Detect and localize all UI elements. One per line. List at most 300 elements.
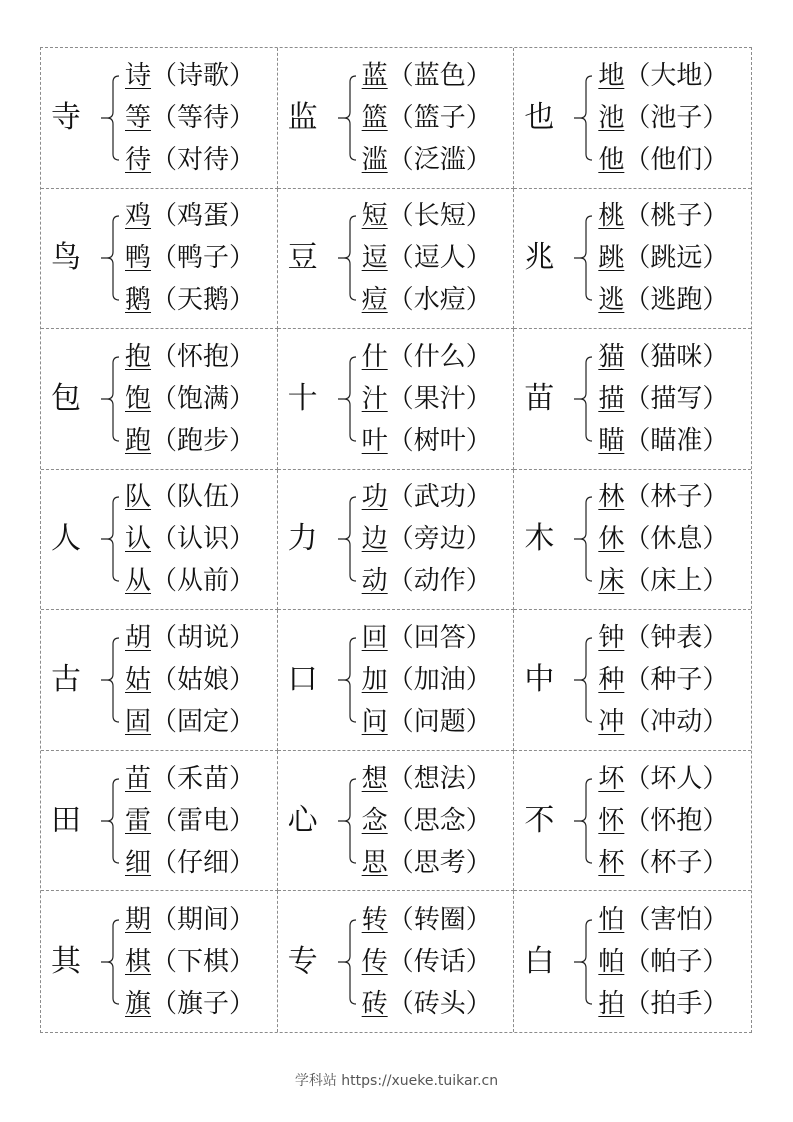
open-paren: （: [624, 243, 651, 274]
root-character: 木: [524, 521, 555, 557]
derived-item: [598, 704, 728, 740]
word-family-cell: [514, 470, 751, 611]
derived-item: [362, 845, 492, 881]
example-word: 从前: [177, 566, 230, 597]
open-paren: （: [624, 988, 651, 1019]
open-paren: （: [387, 763, 414, 794]
derived-character: 种: [598, 665, 625, 696]
derived-character: 边: [361, 524, 388, 555]
close-paren: ）: [702, 805, 729, 836]
brace-connector: [566, 208, 594, 308]
close-paren: ）: [702, 763, 729, 794]
derived-character: 细: [125, 847, 152, 878]
brace-connector: [93, 912, 121, 1012]
example-word: 雷电: [177, 805, 230, 836]
close-paren: ）: [702, 847, 729, 878]
derived-item: [362, 381, 492, 417]
close-paren: ）: [702, 425, 729, 456]
derived-item: [125, 142, 255, 178]
close-paren: ）: [702, 665, 729, 696]
open-paren: （: [387, 524, 414, 555]
word-family-cell: [41, 48, 278, 189]
derived-item: [598, 339, 728, 375]
word-family-cell: [278, 329, 515, 470]
word-family-cell: [514, 610, 751, 751]
close-paren: ）: [702, 707, 729, 738]
derived-item: [125, 282, 255, 318]
derived-character: 队: [125, 482, 152, 513]
example-word: 什么: [413, 341, 466, 372]
open-paren: （: [624, 102, 651, 133]
close-paren: ）: [465, 847, 492, 878]
close-paren: ）: [229, 102, 256, 133]
derived-character: 旗: [125, 988, 152, 1019]
open-paren: （: [151, 946, 178, 977]
close-paren: ）: [702, 904, 729, 935]
derived-item: [598, 761, 728, 797]
brace-connector: [93, 349, 121, 449]
close-paren: ）: [702, 383, 729, 414]
derived-item: [362, 986, 492, 1022]
derived-item: [362, 563, 492, 599]
derived-item: [362, 142, 492, 178]
example-word: 砖头: [413, 988, 466, 1019]
derived-character: 描: [598, 383, 625, 414]
brace-connector: [93, 68, 121, 168]
open-paren: （: [624, 763, 651, 794]
derived-character: 猫: [598, 341, 625, 372]
example-word: 武功: [413, 482, 466, 513]
example-word: 问题: [413, 707, 466, 738]
brace-connector: [330, 489, 358, 589]
derived-character: 回: [361, 623, 388, 654]
derived-character: 坏: [598, 763, 625, 794]
derived-character: 胡: [125, 623, 152, 654]
close-paren: ）: [229, 847, 256, 878]
open-paren: （: [624, 341, 651, 372]
root-character: 力: [287, 521, 318, 557]
brace-connector: [566, 489, 594, 589]
derived-character: 鹅: [125, 285, 152, 316]
derived-character: 他: [598, 144, 625, 175]
close-paren: ）: [465, 383, 492, 414]
derived-character: 滥: [361, 144, 388, 175]
derived-character: 什: [361, 341, 388, 372]
example-word: 他们: [650, 144, 703, 175]
root-character: 十: [287, 380, 318, 416]
word-family-cell: [41, 751, 278, 892]
derived-list: [598, 58, 728, 178]
derived-list: [598, 198, 728, 318]
open-paren: （: [387, 805, 414, 836]
example-word: 怀抱: [650, 805, 703, 836]
brace-connector: [93, 630, 121, 730]
word-family-cell: [514, 48, 751, 189]
close-paren: ）: [702, 988, 729, 1019]
derived-item: [125, 944, 255, 980]
close-paren: ）: [229, 763, 256, 794]
example-word: 床上: [650, 566, 703, 597]
example-word: 拍手: [650, 988, 703, 1019]
close-paren: ）: [465, 665, 492, 696]
derived-item: [125, 100, 255, 136]
derived-list: [125, 902, 255, 1022]
derived-character: 床: [598, 566, 625, 597]
open-paren: （: [151, 383, 178, 414]
close-paren: ）: [702, 482, 729, 513]
open-paren: （: [387, 144, 414, 175]
derived-list: [598, 479, 728, 599]
open-paren: （: [387, 383, 414, 414]
derived-item: [362, 803, 492, 839]
derived-list: [598, 339, 728, 459]
close-paren: ）: [465, 243, 492, 274]
example-word: 固定: [177, 707, 230, 738]
open-paren: （: [151, 566, 178, 597]
example-word: 旗子: [177, 988, 230, 1019]
example-word: 猫咪: [650, 341, 703, 372]
root-character: 也: [524, 99, 555, 135]
derived-item: [362, 479, 492, 515]
example-word: 回答: [413, 623, 466, 654]
derived-item: [362, 198, 492, 234]
open-paren: （: [624, 847, 651, 878]
word-family-cell: [41, 189, 278, 330]
derived-item: [125, 563, 255, 599]
derived-item: [125, 902, 255, 938]
derived-list: [362, 620, 492, 740]
example-word: 转圈: [413, 904, 466, 935]
example-word: 下棋: [177, 946, 230, 977]
derived-character: 怕: [598, 904, 625, 935]
example-word: 瞄准: [650, 425, 703, 456]
brace-connector: [566, 771, 594, 871]
open-paren: （: [387, 623, 414, 654]
derived-character: 抱: [125, 341, 152, 372]
derived-character: 固: [125, 707, 152, 738]
derived-character: 思: [361, 847, 388, 878]
open-paren: （: [624, 201, 651, 232]
derived-character: 鸭: [125, 243, 152, 274]
root-character: 豆: [287, 240, 318, 276]
root-character: 兆: [524, 240, 555, 276]
open-paren: （: [387, 341, 414, 372]
open-paren: （: [624, 383, 651, 414]
close-paren: ）: [702, 285, 729, 316]
derived-character: 问: [361, 707, 388, 738]
close-paren: ）: [229, 482, 256, 513]
brace-connector: [330, 630, 358, 730]
brace-connector: [566, 349, 594, 449]
derived-item: [598, 944, 728, 980]
word-family-cell: [514, 189, 751, 330]
example-word: 天鹅: [177, 285, 230, 316]
example-word: 期间: [177, 904, 230, 935]
close-paren: ）: [465, 623, 492, 654]
open-paren: （: [624, 707, 651, 738]
example-word: 诗歌: [177, 60, 230, 91]
open-paren: （: [387, 243, 414, 274]
example-word: 等待: [177, 102, 230, 133]
example-word: 水痘: [413, 285, 466, 316]
close-paren: ）: [229, 425, 256, 456]
derived-item: [362, 423, 492, 459]
derived-item: [125, 620, 255, 656]
derived-item: [125, 662, 255, 698]
example-word: 鸭子: [177, 243, 230, 274]
brace-connector: [330, 771, 358, 871]
example-word: 认识: [177, 524, 230, 555]
derived-item: [362, 339, 492, 375]
word-family-cell: [278, 751, 515, 892]
open-paren: （: [151, 482, 178, 513]
word-family-cell: [514, 329, 751, 470]
derived-item: [125, 58, 255, 94]
derived-item: [362, 944, 492, 980]
derived-item: [598, 142, 728, 178]
open-paren: （: [624, 425, 651, 456]
example-word: 跑步: [177, 425, 230, 456]
root-character: 口: [287, 662, 318, 698]
open-paren: （: [624, 904, 651, 935]
open-paren: （: [151, 988, 178, 1019]
derived-character: 桃: [598, 201, 625, 232]
derived-item: [598, 986, 728, 1022]
derived-character: 休: [598, 524, 625, 555]
derived-item: [125, 479, 255, 515]
derived-character: 认: [125, 524, 152, 555]
close-paren: ）: [702, 946, 729, 977]
close-paren: ）: [229, 243, 256, 274]
example-word: 禾苗: [177, 763, 230, 794]
example-word: 泛滥: [413, 144, 466, 175]
example-word: 果汁: [413, 383, 466, 414]
derived-list: [362, 58, 492, 178]
open-paren: （: [387, 988, 414, 1019]
derived-item: [598, 902, 728, 938]
close-paren: ）: [702, 201, 729, 232]
close-paren: ）: [229, 285, 256, 316]
example-word: 跳远: [650, 243, 703, 274]
close-paren: ）: [702, 566, 729, 597]
example-word: 逗人: [413, 243, 466, 274]
derived-character: 逗: [361, 243, 388, 274]
close-paren: ）: [229, 383, 256, 414]
derived-character: 念: [361, 805, 388, 836]
close-paren: ）: [229, 623, 256, 654]
example-word: 冲动: [650, 707, 703, 738]
close-paren: ）: [465, 482, 492, 513]
brace-connector: [93, 771, 121, 871]
brace-connector: [566, 912, 594, 1012]
close-paren: ）: [465, 285, 492, 316]
close-paren: ）: [229, 524, 256, 555]
example-word: 姑娘: [177, 665, 230, 696]
close-paren: ）: [229, 946, 256, 977]
close-paren: ）: [465, 763, 492, 794]
open-paren: （: [151, 102, 178, 133]
derived-item: [362, 521, 492, 557]
open-paren: （: [151, 285, 178, 316]
close-paren: ）: [229, 665, 256, 696]
root-character: 苗: [524, 380, 555, 416]
close-paren: ）: [229, 707, 256, 738]
derived-list: [125, 479, 255, 599]
derived-item: [125, 339, 255, 375]
example-word: 池子: [650, 102, 703, 133]
close-paren: ）: [229, 904, 256, 935]
close-paren: ）: [229, 341, 256, 372]
derived-character: 杯: [598, 847, 625, 878]
close-paren: ）: [465, 60, 492, 91]
derived-item: [598, 662, 728, 698]
word-family-cell: [41, 470, 278, 611]
derived-list: [362, 198, 492, 318]
derived-character: 钟: [598, 623, 625, 654]
derived-character: 篮: [361, 102, 388, 133]
footer-watermark: 学科站 https://xueke.tuikar.cn: [294, 1073, 499, 1089]
open-paren: （: [151, 805, 178, 836]
open-paren: （: [387, 425, 414, 456]
brace-connector: [93, 489, 121, 589]
open-paren: （: [151, 623, 178, 654]
root-character: 心: [287, 802, 318, 838]
open-paren: （: [387, 946, 414, 977]
close-paren: ）: [229, 566, 256, 597]
example-word: 休息: [650, 524, 703, 555]
root-character: 白: [524, 943, 555, 979]
derived-list: [125, 620, 255, 740]
example-word: 旁边: [413, 524, 466, 555]
open-paren: （: [624, 665, 651, 696]
example-word: 队伍: [177, 482, 230, 513]
derived-character: 逃: [598, 285, 625, 316]
close-paren: ）: [229, 805, 256, 836]
open-paren: （: [387, 60, 414, 91]
derived-list: [125, 761, 255, 881]
derived-list: [362, 339, 492, 459]
example-word: 思念: [413, 805, 466, 836]
example-word: 帕子: [650, 946, 703, 977]
derived-character: 功: [361, 482, 388, 513]
brace-connector: [330, 349, 358, 449]
close-paren: ）: [702, 102, 729, 133]
example-word: 蓝色: [413, 60, 466, 91]
close-paren: ）: [465, 425, 492, 456]
root-character: 人: [51, 521, 81, 557]
open-paren: （: [151, 60, 178, 91]
word-family-cell: [278, 48, 515, 189]
root-character: 田: [51, 802, 81, 838]
open-paren: （: [151, 707, 178, 738]
derived-character: 拍: [598, 988, 625, 1019]
derived-list: [598, 761, 728, 881]
open-paren: （: [151, 524, 178, 555]
close-paren: ）: [702, 144, 729, 175]
derived-item: [598, 845, 728, 881]
derived-list: [125, 58, 255, 178]
derived-character: 等: [125, 102, 152, 133]
close-paren: ）: [465, 144, 492, 175]
derived-item: [362, 282, 492, 318]
derived-character: 短: [361, 201, 388, 232]
derived-item: [598, 803, 728, 839]
close-paren: ）: [465, 805, 492, 836]
derived-character: 叶: [361, 425, 388, 456]
example-word: 胡说: [177, 623, 230, 654]
derived-character: 汁: [361, 383, 388, 414]
derived-character: 蓝: [361, 60, 388, 91]
open-paren: （: [387, 707, 414, 738]
derived-list: [125, 339, 255, 459]
close-paren: ）: [465, 102, 492, 133]
example-word: 鸡蛋: [177, 201, 230, 232]
word-family-cell: [41, 891, 278, 1032]
derived-list: [598, 620, 728, 740]
example-word: 怀抱: [177, 341, 230, 372]
close-paren: ）: [229, 988, 256, 1019]
open-paren: （: [624, 623, 651, 654]
derived-item: [125, 198, 255, 234]
example-word: 传话: [413, 946, 466, 977]
open-paren: （: [151, 425, 178, 456]
derived-item: [362, 662, 492, 698]
word-family-cell: [278, 470, 515, 611]
close-paren: ）: [465, 707, 492, 738]
example-word: 树叶: [413, 425, 466, 456]
root-character: 古: [51, 662, 81, 698]
derived-list: [125, 198, 255, 318]
open-paren: （: [624, 946, 651, 977]
example-word: 林子: [650, 482, 703, 513]
derived-item: [125, 761, 255, 797]
derived-item: [125, 803, 255, 839]
derived-item: [362, 761, 492, 797]
close-paren: ）: [702, 524, 729, 555]
derived-item: [598, 240, 728, 276]
brace-connector: [93, 208, 121, 308]
open-paren: （: [387, 847, 414, 878]
derived-list: [362, 479, 492, 599]
brace-connector: [330, 912, 358, 1012]
derived-item: [598, 282, 728, 318]
close-paren: ）: [229, 201, 256, 232]
derived-character: 地: [598, 60, 625, 91]
close-paren: ）: [465, 524, 492, 555]
open-paren: （: [387, 482, 414, 513]
derived-item: [598, 381, 728, 417]
example-word: 杯子: [650, 847, 703, 878]
word-family-cell: [278, 189, 515, 330]
derived-list: [362, 902, 492, 1022]
derived-character: 砖: [361, 988, 388, 1019]
example-word: 钟表: [650, 623, 703, 654]
derived-character: 从: [125, 566, 152, 597]
derived-character: 加: [361, 665, 388, 696]
example-word: 描写: [650, 383, 703, 414]
word-family-cell: [41, 329, 278, 470]
derived-item: [598, 58, 728, 94]
open-paren: （: [387, 102, 414, 133]
derived-item: [598, 423, 728, 459]
derived-item: [362, 100, 492, 136]
derived-character: 冲: [598, 707, 625, 738]
brace-connector: [566, 630, 594, 730]
root-character: 监: [287, 99, 318, 135]
derived-character: 跳: [598, 243, 625, 274]
close-paren: ）: [465, 946, 492, 977]
example-word: 饱满: [177, 383, 230, 414]
